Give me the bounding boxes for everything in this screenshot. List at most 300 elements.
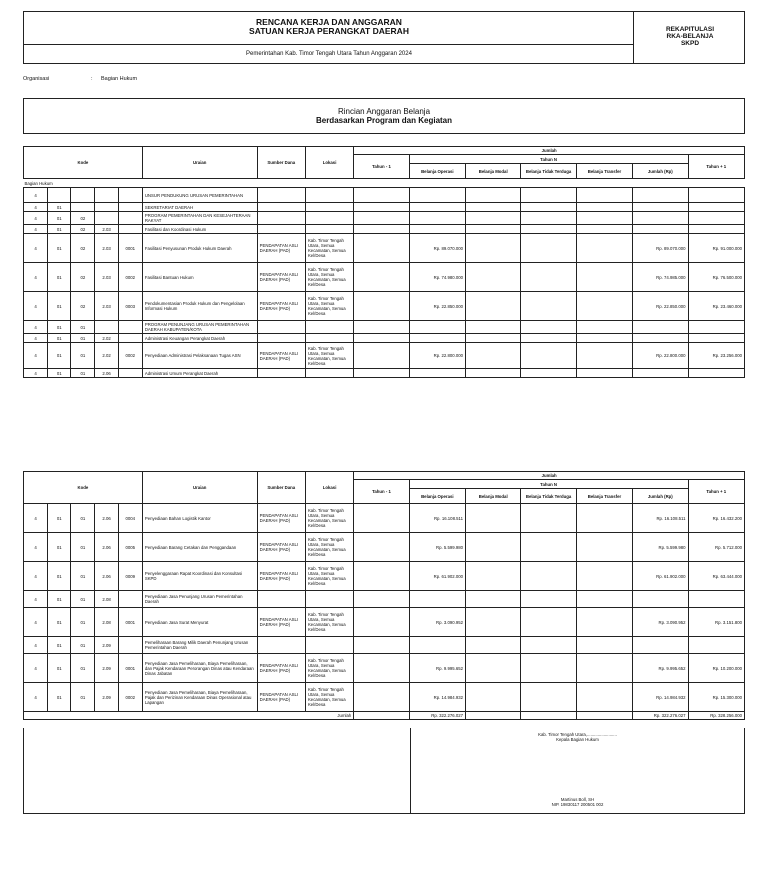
- sumber-dana-cell: PENDAPATAN ASLI DAERAH (PAD): [257, 343, 305, 369]
- kode-1: 4: [24, 504, 48, 533]
- uraian-cell: Penyediaan Bahan Logistik Kantor: [142, 504, 257, 533]
- belanja-transfer-cell: [576, 654, 632, 683]
- kode-3: 01: [71, 369, 95, 378]
- jumlah-rp-cell: Rp. 74.985.000: [633, 263, 688, 292]
- table-row: [24, 334, 745, 343]
- uraian-cell: Penyediaan Barang Cetakan dan Penggandaan: [142, 533, 257, 562]
- table-row: [24, 225, 745, 234]
- sumber-dana-cell: PENDAPATAN ASLI DAERAH (PAD): [257, 263, 305, 292]
- lokasi-cell: Kab. Timor Tengah Utara, Semua Kecamatan, Semua Kel/Desa: [305, 292, 353, 321]
- total-belanja-operasi: Rp. 322.276.027: [409, 712, 465, 720]
- belanja-tidak-terduga-cell: [521, 608, 576, 637]
- kode-1: 4: [24, 562, 48, 591]
- kode-5: 0002: [118, 683, 142, 712]
- total-jumlah: Rp. 322.276.027: [633, 712, 688, 720]
- belanja-transfer-cell: [576, 234, 632, 263]
- belanja-modal-cell: [466, 654, 521, 683]
- kode-5: 0004: [118, 504, 142, 533]
- signature-nip: NIP. 19830117 200501 002: [551, 802, 604, 807]
- sumber-dana-cell: [257, 203, 305, 212]
- budget-table-1: [23, 146, 745, 378]
- sumber-dana-cell: PENDAPATAN ASLI DAERAH (PAD): [257, 234, 305, 263]
- tahun-plus-cell: [688, 203, 744, 212]
- kode-1: 4: [24, 225, 48, 234]
- document-header: [23, 11, 745, 64]
- kode-2: 01: [48, 225, 71, 234]
- kode-3: 01: [71, 321, 95, 334]
- kode-4: 2.08: [95, 608, 118, 637]
- total-tahun-plus: Rp. 328.256.000: [688, 712, 744, 720]
- tahun-minus-cell: [354, 654, 409, 683]
- unit-label: Bagian Hukum: [24, 179, 745, 188]
- jumlah-rp-cell: Rp. 16.108.511: [633, 504, 688, 533]
- uraian-cell: Penyediaan Jasa Pemeliharaan, Biaya Pemeliharaan, Pajak dan Perizinan Kendaraan Dinas Operasional atau Lapangan: [142, 683, 257, 712]
- kode-5: 0003: [118, 292, 142, 321]
- belanja-operasi-cell: [409, 212, 465, 225]
- tahun-minus-cell: [354, 343, 409, 369]
- kode-3: [71, 188, 95, 203]
- kode-1: 4: [24, 608, 48, 637]
- belanja-transfer-cell: [576, 369, 632, 378]
- belanja-operasi-cell: Rp. 14.984.932: [409, 683, 465, 712]
- belanja-operasi-cell: [409, 225, 465, 234]
- uraian-cell: SEKRETARIAT DAERAH: [142, 203, 257, 212]
- kode-5: [118, 369, 142, 378]
- belanja-modal-cell: [466, 212, 521, 225]
- sumber-dana-cell: [257, 369, 305, 378]
- kode-2: 01: [48, 654, 71, 683]
- belanja-modal-cell: [466, 343, 521, 369]
- belanja-tidak-terduga-cell: [521, 263, 576, 292]
- table-row: [24, 533, 745, 562]
- tahun-minus-cell: [354, 321, 409, 334]
- kode-4: [95, 203, 118, 212]
- tahun-plus-cell: Rp. 76.500.000: [688, 263, 744, 292]
- kode-3: 01: [71, 608, 95, 637]
- kode-3: 01: [71, 637, 95, 654]
- sumber-dana-cell: [257, 321, 305, 334]
- belanja-tidak-terduga-cell: [521, 234, 576, 263]
- table-row: [24, 212, 745, 225]
- table-row: [24, 562, 745, 591]
- kode-1: 4: [24, 321, 48, 334]
- belanja-tidak-terduga-cell: [521, 533, 576, 562]
- belanja-modal-cell: [466, 608, 521, 637]
- kode-5: 0001: [118, 234, 142, 263]
- lokasi-cell: Kab. Timor Tengah Utara, Semua Kecamatan, Semua Kel/Desa: [305, 343, 353, 369]
- col-tahun-n: Tahun N: [409, 480, 688, 489]
- kode-3: 02: [71, 263, 95, 292]
- col-belanja-transfer: Belanja Transfer: [576, 489, 632, 504]
- kode-5: 0005: [118, 533, 142, 562]
- sumber-dana-cell: PENDAPATAN ASLI DAERAH (PAD): [257, 654, 305, 683]
- organisasi-value: Bagian Hukum: [101, 76, 138, 82]
- total-label: Jumlah: [24, 712, 354, 720]
- tahun-minus-cell: [354, 263, 409, 292]
- kode-2: 01: [48, 334, 71, 343]
- header-title-block: [24, 12, 634, 63]
- jumlah-rp-cell: Rp. 22.850.000: [633, 292, 688, 321]
- lokasi-cell: Kab. Timor Tengah Utara, Semua Kecamatan, Semua Kel/Desa: [305, 683, 353, 712]
- col-lokasi: Lokasi: [305, 147, 353, 179]
- col-tahun-n: Tahun N: [409, 155, 688, 164]
- belanja-tidak-terduga-cell: [521, 292, 576, 321]
- col-uraian: Uraian: [142, 147, 257, 179]
- header-form-code: [635, 12, 745, 63]
- signature-role: Kepala Bagian Hukum: [556, 737, 599, 742]
- belanja-tidak-terduga-cell: [521, 203, 576, 212]
- uraian-cell: Administrasi Umum Perangkat Daerah: [142, 369, 257, 378]
- lokasi-cell: [305, 212, 353, 225]
- kode-3: 01: [71, 334, 95, 343]
- kode-4: 2.03: [95, 225, 118, 234]
- sumber-dana-cell: PENDAPATAN ASLI DAERAH (PAD): [257, 504, 305, 533]
- kode-1: 4: [24, 654, 48, 683]
- table-row: [24, 343, 745, 369]
- kode-4: 2.06: [95, 562, 118, 591]
- belanja-modal-cell: [466, 292, 521, 321]
- belanja-modal-cell: [466, 334, 521, 343]
- belanja-operasi-cell: [409, 203, 465, 212]
- belanja-operasi-cell: Rp. 61.902.000: [409, 562, 465, 591]
- belanja-tidak-terduga-cell: [521, 225, 576, 234]
- belanja-tidak-terduga-cell: [521, 504, 576, 533]
- kode-3: 01: [71, 654, 95, 683]
- kode-4: 2.03: [95, 263, 118, 292]
- jumlah-rp-cell: [633, 225, 688, 234]
- budget-table-2-body: [24, 504, 745, 712]
- col-kode: Kode: [24, 472, 143, 504]
- kode-4: 2.06: [95, 504, 118, 533]
- table-row: [24, 683, 745, 712]
- belanja-transfer-cell: [576, 321, 632, 334]
- col-belanja-modal: Belanja Modal: [466, 489, 521, 504]
- tahun-minus-cell: [354, 562, 409, 591]
- kode-4: [95, 212, 118, 225]
- tahun-minus-cell: [354, 591, 409, 608]
- sumber-dana-cell: PENDAPATAN ASLI DAERAH (PAD): [257, 562, 305, 591]
- jumlah-rp-cell: Rp. 89.070.000: [633, 234, 688, 263]
- header-right-line3: SKPD: [680, 40, 700, 47]
- tahun-plus-cell: [688, 188, 744, 203]
- uraian-cell: Pendokumentasian Produk Hukum dan Pengelolaan Informasi Hukum: [142, 292, 257, 321]
- kode-2: 01: [48, 591, 71, 608]
- kode-1: 4: [24, 292, 48, 321]
- jumlah-rp-cell: [633, 637, 688, 654]
- belanja-operasi-cell: [409, 321, 465, 334]
- kode-3: 01: [71, 343, 95, 369]
- tahun-minus-cell: [354, 608, 409, 637]
- belanja-transfer-cell: [576, 343, 632, 369]
- uraian-cell: PROGRAM PEMERINTAHAN DAN KESEJAHTERAAN RAKYAT: [142, 212, 257, 225]
- tahun-plus-cell: Rp. 16.432.200: [688, 504, 744, 533]
- tahun-minus-cell: [354, 234, 409, 263]
- lokasi-cell: [305, 188, 353, 203]
- col-jumlah: Jumlah: [354, 147, 745, 155]
- belanja-modal-cell: [466, 234, 521, 263]
- rincian-title-line2: Berdasarkan Program dan Kegiatan: [315, 116, 453, 125]
- belanja-modal-cell: [466, 203, 521, 212]
- rincian-box: [23, 98, 745, 134]
- sumber-dana-cell: [257, 225, 305, 234]
- belanja-tidak-terduga-cell: [521, 654, 576, 683]
- table-row: [24, 263, 745, 292]
- belanja-operasi-cell: Rp. 5.599.980: [409, 533, 465, 562]
- kode-4: 2.03: [95, 292, 118, 321]
- kode-1: 4: [24, 263, 48, 292]
- kode-5: [118, 591, 142, 608]
- kode-2: 01: [48, 234, 71, 263]
- tahun-minus-cell: [354, 334, 409, 343]
- jumlah-rp-cell: [633, 369, 688, 378]
- col-belanja-operasi: Belanja Operasi: [409, 164, 465, 179]
- belanja-modal-cell: [466, 683, 521, 712]
- kode-2: 01: [48, 321, 71, 334]
- belanja-operasi-cell: Rp. 22.850.000: [409, 292, 465, 321]
- belanja-tidak-terduga-cell: [521, 637, 576, 654]
- col-lokasi: Lokasi: [305, 472, 353, 504]
- belanja-modal-cell: [466, 263, 521, 292]
- kode-1: 4: [24, 212, 48, 225]
- belanja-transfer-cell: [576, 562, 632, 591]
- jumlah-rp-cell: [633, 188, 688, 203]
- total-belanja-modal: [466, 712, 521, 720]
- table-row: [24, 637, 745, 654]
- sumber-dana-cell: [257, 334, 305, 343]
- col-sumber-dana: Sumber Dana: [257, 147, 305, 179]
- kode-4: [95, 188, 118, 203]
- kode-5: 0001: [118, 608, 142, 637]
- jumlah-rp-cell: [633, 212, 688, 225]
- lokasi-cell: [305, 321, 353, 334]
- tahun-plus-cell: [688, 321, 744, 334]
- belanja-operasi-cell: Rp. 3.090.952: [409, 608, 465, 637]
- tahun-plus-cell: [688, 212, 744, 225]
- tahun-plus-cell: [688, 225, 744, 234]
- total-belanja-transfer: [576, 712, 632, 720]
- budget-table-1-body: [24, 179, 745, 378]
- lokasi-cell: Kab. Timor Tengah Utara, Semua Kecamatan, Semua Kel/Desa: [305, 654, 353, 683]
- table-row: [24, 369, 745, 378]
- kode-2: 01: [48, 504, 71, 533]
- jumlah-rp-cell: Rp. 14.984.932: [633, 683, 688, 712]
- organisasi-label: Organisasi: [23, 76, 50, 82]
- belanja-transfer-cell: [576, 591, 632, 608]
- tahun-plus-cell: Rp. 3.151.800: [688, 608, 744, 637]
- table-row: [24, 203, 745, 212]
- uraian-cell: Penyelenggaraan Rapat Koordinasi dan Konsultasi SKPD: [142, 562, 257, 591]
- jumlah-rp-cell: Rp. 3.090.952: [633, 608, 688, 637]
- tahun-minus-cell: [354, 292, 409, 321]
- kode-1: 4: [24, 369, 48, 378]
- belanja-tidak-terduga-cell: [521, 212, 576, 225]
- belanja-tidak-terduga-cell: [521, 343, 576, 369]
- col-belanja-transfer: Belanja Transfer: [576, 164, 632, 179]
- kode-5: 0009: [118, 562, 142, 591]
- belanja-tidak-terduga-cell: [521, 334, 576, 343]
- col-belanja-operasi: Belanja Operasi: [409, 489, 465, 504]
- kode-4: 2.02: [95, 343, 118, 369]
- sumber-dana-cell: PENDAPATAN ASLI DAERAH (PAD): [257, 683, 305, 712]
- tahun-plus-cell: [688, 334, 744, 343]
- tahun-minus-cell: [354, 683, 409, 712]
- belanja-operasi-cell: Rp. 74.980.000: [409, 263, 465, 292]
- jumlah-rp-cell: Rp. 9.995.652: [633, 654, 688, 683]
- tahun-plus-cell: Rp. 23.256.000: [688, 343, 744, 369]
- kode-5: 0002: [118, 263, 142, 292]
- lokasi-cell: [305, 334, 353, 343]
- col-jumlah-rp: Jumlah (Rp): [633, 489, 688, 504]
- belanja-operasi-cell: [409, 188, 465, 203]
- col-jumlah: Jumlah: [354, 472, 745, 480]
- belanja-transfer-cell: [576, 504, 632, 533]
- uraian-cell: Penyediaan Jasa Pemeliharaan, Biaya Pemeliharaan, dan Pajak Kendaraan Perorangan Dinas atau Kendaraan Dinas Jabatan: [142, 654, 257, 683]
- belanja-modal-cell: [466, 637, 521, 654]
- belanja-transfer-cell: [576, 292, 632, 321]
- belanja-transfer-cell: [576, 188, 632, 203]
- tahun-minus-cell: [354, 212, 409, 225]
- organisasi-separator: :: [91, 76, 93, 82]
- kode-1: 4: [24, 203, 48, 212]
- kode-3: 02: [71, 212, 95, 225]
- jumlah-rp-cell: [633, 591, 688, 608]
- uraian-cell: Penyediaan Jasa Surat Menyurat: [142, 608, 257, 637]
- uraian-cell: Penyediaan Administrasi Pelaksanaan Tugas ASN: [142, 343, 257, 369]
- uraian-cell: Fasilitasi dan Koordinasi Hukum: [142, 225, 257, 234]
- table-row: [24, 321, 745, 334]
- total-row: [24, 712, 745, 720]
- lokasi-cell: [305, 225, 353, 234]
- signature-name: Martinus Boll, SH: [560, 797, 595, 802]
- uraian-cell: UNSUR PENDUKUNG URUSAN PEMERINTAHAN: [142, 188, 257, 203]
- jumlah-rp-cell: [633, 321, 688, 334]
- belanja-modal-cell: [466, 321, 521, 334]
- belanja-tidak-terduga-cell: [521, 369, 576, 378]
- kode-2: 01: [48, 608, 71, 637]
- tahun-minus-cell: [354, 225, 409, 234]
- kode-4: 2.09: [95, 637, 118, 654]
- col-sumber-dana: Sumber Dana: [257, 472, 305, 504]
- lokasi-cell: [305, 369, 353, 378]
- tahun-plus-cell: Rp. 91.000.000: [688, 234, 744, 263]
- kode-2: [48, 188, 71, 203]
- col-tahun-minus: Tahun - 1: [354, 480, 409, 504]
- jumlah-rp-cell: [633, 203, 688, 212]
- kode-3: 01: [71, 562, 95, 591]
- kode-5: [118, 203, 142, 212]
- kode-3: 02: [71, 234, 95, 263]
- kode-1: 4: [24, 683, 48, 712]
- total-belanja-tidak-terduga: [521, 712, 576, 720]
- lokasi-cell: Kab. Timor Tengah Utara, Semua Kecamatan, Semua Kel/Desa: [305, 234, 353, 263]
- col-belanja-tidak-terduga: Belanja Tidak Terduga: [521, 164, 576, 179]
- kode-1: 4: [24, 637, 48, 654]
- belanja-tidak-terduga-cell: [521, 683, 576, 712]
- belanja-operasi-cell: Rp. 9.995.652: [409, 654, 465, 683]
- jumlah-rp-cell: [633, 334, 688, 343]
- belanja-transfer-cell: [576, 212, 632, 225]
- uraian-cell: Penyediaan Jasa Penunjang Urusan Pemerintahan Daerah: [142, 591, 257, 608]
- sumber-dana-cell: PENDAPATAN ASLI DAERAH (PAD): [257, 292, 305, 321]
- kode-1: 4: [24, 533, 48, 562]
- header-title-line1: RENCANA KERJA DAN ANGGARAN: [256, 17, 402, 27]
- col-tahun-plus: Tahun + 1: [688, 155, 744, 179]
- lokasi-cell: Kab. Timor Tengah Utara, Semua Kecamatan, Semua Kel/Desa: [305, 608, 353, 637]
- header-subtitle: Pemerintahan Kab. Timor Tengah Utara Tahun Anggaran 2024: [246, 51, 412, 57]
- kode-1: 4: [24, 234, 48, 263]
- kode-3: [71, 203, 95, 212]
- tahun-minus-cell: [354, 637, 409, 654]
- sumber-dana-cell: [257, 188, 305, 203]
- kode-5: [118, 225, 142, 234]
- belanja-operasi-cell: Rp. 89.070.000: [409, 234, 465, 263]
- belanja-transfer-cell: [576, 263, 632, 292]
- kode-4: 2.06: [95, 533, 118, 562]
- sumber-dana-cell: PENDAPATAN ASLI DAERAH (PAD): [257, 608, 305, 637]
- kode-2: 01: [48, 263, 71, 292]
- col-uraian: Uraian: [142, 472, 257, 504]
- kode-4: 2.09: [95, 654, 118, 683]
- table-row: [24, 608, 745, 637]
- header-right-line2: RKA-BELANJA: [666, 33, 714, 40]
- kode-5: [118, 637, 142, 654]
- col-kode: Kode: [24, 147, 143, 179]
- belanja-modal-cell: [466, 533, 521, 562]
- belanja-tidak-terduga-cell: [521, 321, 576, 334]
- tahun-plus-cell: Rp. 63.444.000: [688, 562, 744, 591]
- jumlah-rp-cell: Rp. 61.902.000: [633, 562, 688, 591]
- tahun-minus-cell: [354, 188, 409, 203]
- kode-4: 2.06: [95, 369, 118, 378]
- kode-5: [118, 212, 142, 225]
- lokasi-cell: [305, 203, 353, 212]
- kode-2: 01: [48, 369, 71, 378]
- uraian-cell: Fasilitasi Bantuan Hukum: [142, 263, 257, 292]
- sumber-dana-cell: PENDAPATAN ASLI DAERAH (PAD): [257, 533, 305, 562]
- kode-1: 4: [24, 188, 48, 203]
- kode-2: 01: [48, 637, 71, 654]
- kode-3: 01: [71, 533, 95, 562]
- uraian-cell: Administrasi Keuangan Perangkat Daerah: [142, 334, 257, 343]
- col-tahun-minus: Tahun - 1: [354, 155, 409, 179]
- kode-4: 2.09: [95, 683, 118, 712]
- kode-3: 02: [71, 292, 95, 321]
- belanja-modal-cell: [466, 225, 521, 234]
- header-title-line2: SATUAN KERJA PERANGKAT DAERAH: [249, 26, 409, 36]
- table-row: [24, 234, 745, 263]
- table-row: [24, 504, 745, 533]
- col-tahun-plus: Tahun + 1: [688, 480, 744, 504]
- sumber-dana-cell: [257, 212, 305, 225]
- kode-2: 01: [48, 292, 71, 321]
- kode-5: 0002: [118, 343, 142, 369]
- sumber-dana-cell: [257, 591, 305, 608]
- tahun-plus-cell: [688, 637, 744, 654]
- belanja-operasi-cell: Rp. 16.108.511: [409, 504, 465, 533]
- kode-3: 01: [71, 683, 95, 712]
- kode-4: 2.02: [95, 334, 118, 343]
- belanja-tidak-terduga-cell: [521, 188, 576, 203]
- belanja-modal-cell: [466, 591, 521, 608]
- tahun-plus-cell: Rp. 10.200.000: [688, 654, 744, 683]
- tahun-plus-cell: [688, 591, 744, 608]
- belanja-tidak-terduga-cell: [521, 591, 576, 608]
- belanja-modal-cell: [466, 562, 521, 591]
- header-divider: [24, 44, 634, 45]
- jumlah-rp-cell: Rp. 5.599.980: [633, 533, 688, 562]
- tahun-minus-cell: [354, 369, 409, 378]
- tahun-minus-cell: [354, 203, 409, 212]
